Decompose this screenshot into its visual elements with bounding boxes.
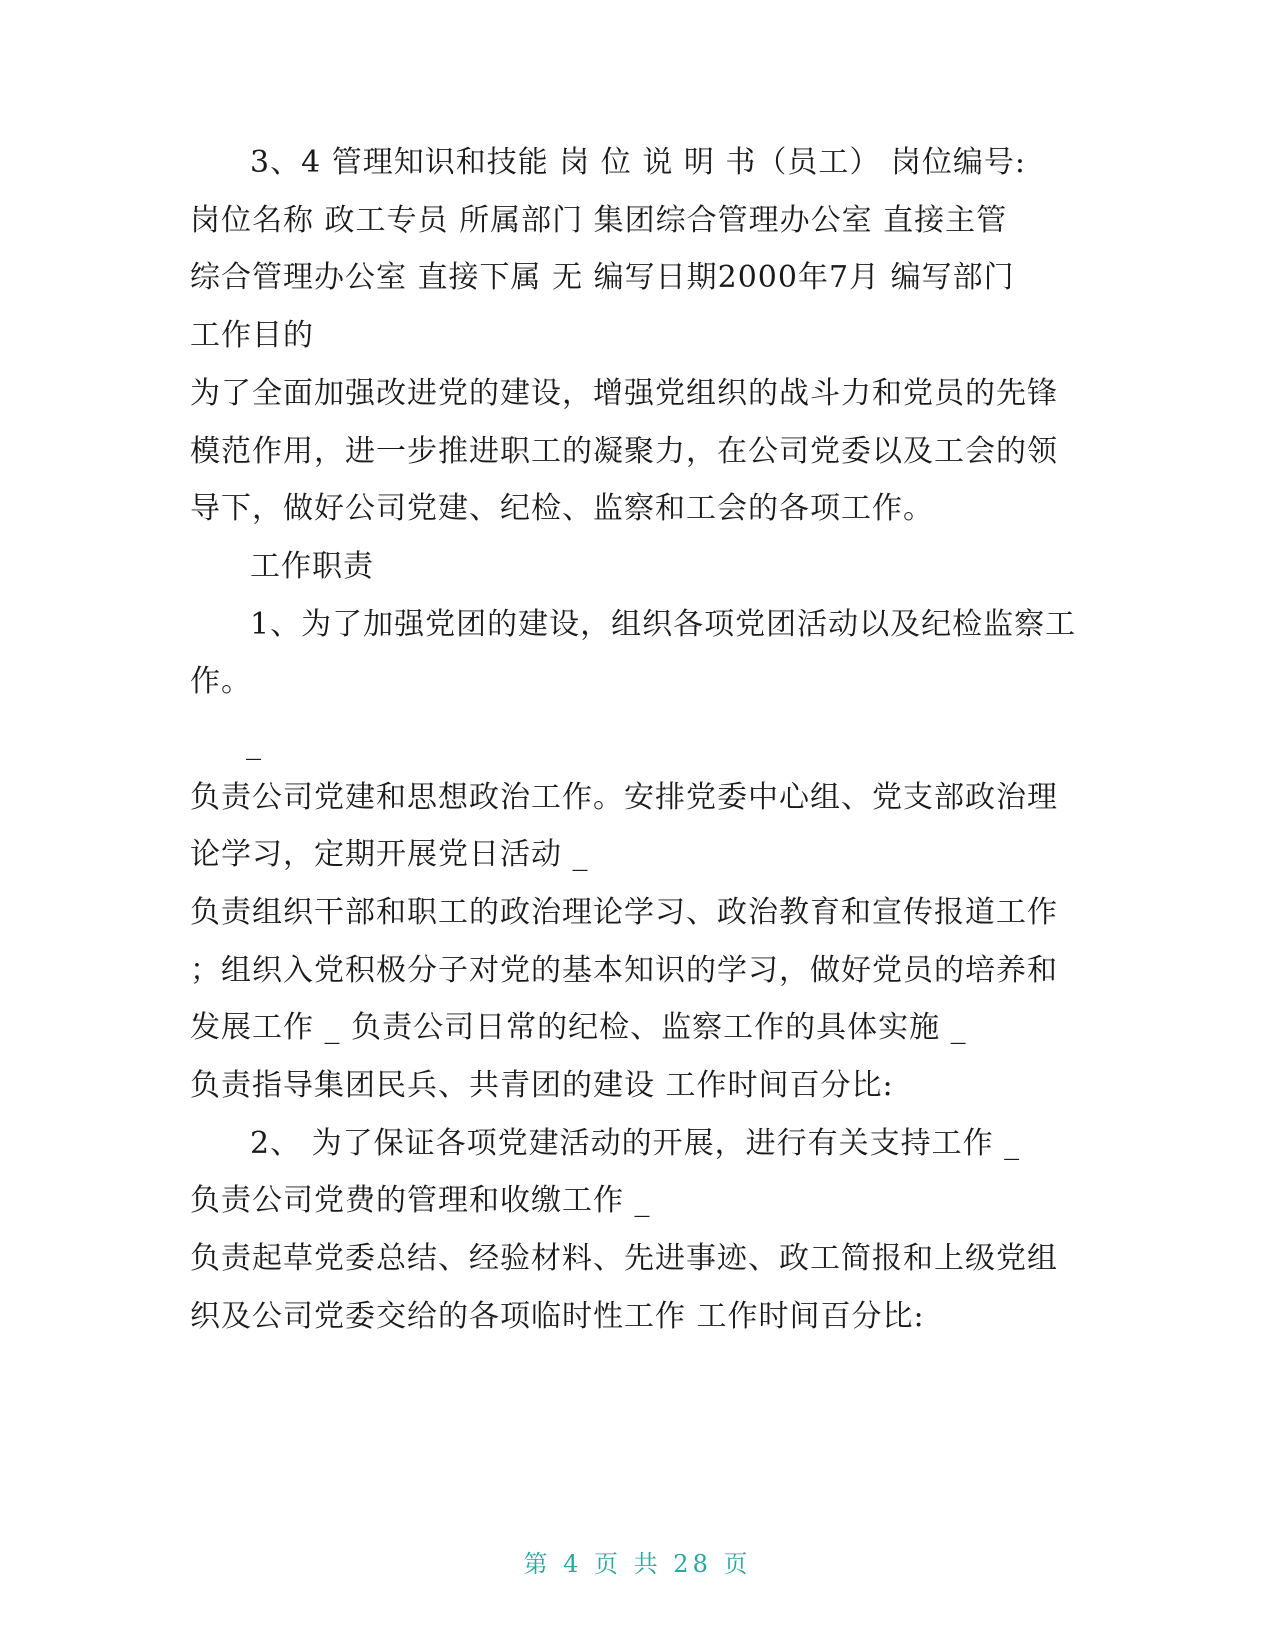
text-line-duty-1-cont: 作。 xyxy=(190,664,252,699)
text-line-duty-2a: 负责公司党费的管理和收缴工作 _ xyxy=(190,1183,651,1218)
text-line-duty-d: 负责指导集团民兵、共青团的建设 工作时间百分比: xyxy=(190,1068,894,1103)
text-line-duty-b-cont: ；组织入党积极分子对党的基本知识的学习，做好党员的培养和 xyxy=(190,953,1058,988)
text-line-duty-2b-cont: 织及公司党委交给的各项临时性工作 工作时间百分比: xyxy=(190,1299,925,1334)
text-line-duty-a-cont: 论学习，定期开展党日活动 _ xyxy=(190,837,589,872)
text-line-duty-a: 负责公司党建和思想政治工作。安排党委中心组、党支部政治理 xyxy=(190,780,1058,815)
text-line-office: 综合管理办公室 直接下属 无 编写日期2000年7月 编写部门 xyxy=(190,260,1015,295)
section-title-purpose: 工作目的 xyxy=(190,318,314,353)
text-line-duty-2: 2、 为了保证各项党建活动的开展，进行有关支持工作 _ xyxy=(250,1126,1021,1161)
text-line-heading: 3、4 管理知识和技能 岗 位 说 明 书（员工） 岗位编号: xyxy=(250,145,1027,180)
text-line-purpose-3: 导下，做好公司党建、纪检、监察和工会的各项工作。 xyxy=(190,491,934,526)
text-line-purpose-2: 模范作用，进一步推进职工的凝聚力，在公司党委以及工会的领 xyxy=(190,434,1058,469)
text-line-position-name: 岗位名称 政工专员 所属部门 集团综合管理办公室 直接主管 xyxy=(190,203,1008,238)
text-line-purpose-1: 为了全面加强改进党的建设，增强党组织的战斗力和党员的先锋 xyxy=(190,376,1058,411)
text-line-duty-b: 负责组织干部和职工的政治理论学习、政治教育和宣传报道工作 xyxy=(190,895,1058,930)
text-line-duty-c: 发展工作 _ 负责公司日常的纪检、监察工作的具体实施 _ xyxy=(190,1010,967,1045)
text-line-underscore: _ xyxy=(246,726,262,761)
text-line-duty-2b: 负责起草党委总结、经验材料、先进事迹、政工简报和上级党组 xyxy=(190,1241,1058,1276)
page-number: 第 4 页 共 28 页 xyxy=(523,1550,752,1578)
text-line-duty-1: 1、为了加强党团的建设，组织各项党团活动以及纪检监察工 xyxy=(250,607,1077,642)
section-title-duties: 工作职责 xyxy=(250,549,374,584)
